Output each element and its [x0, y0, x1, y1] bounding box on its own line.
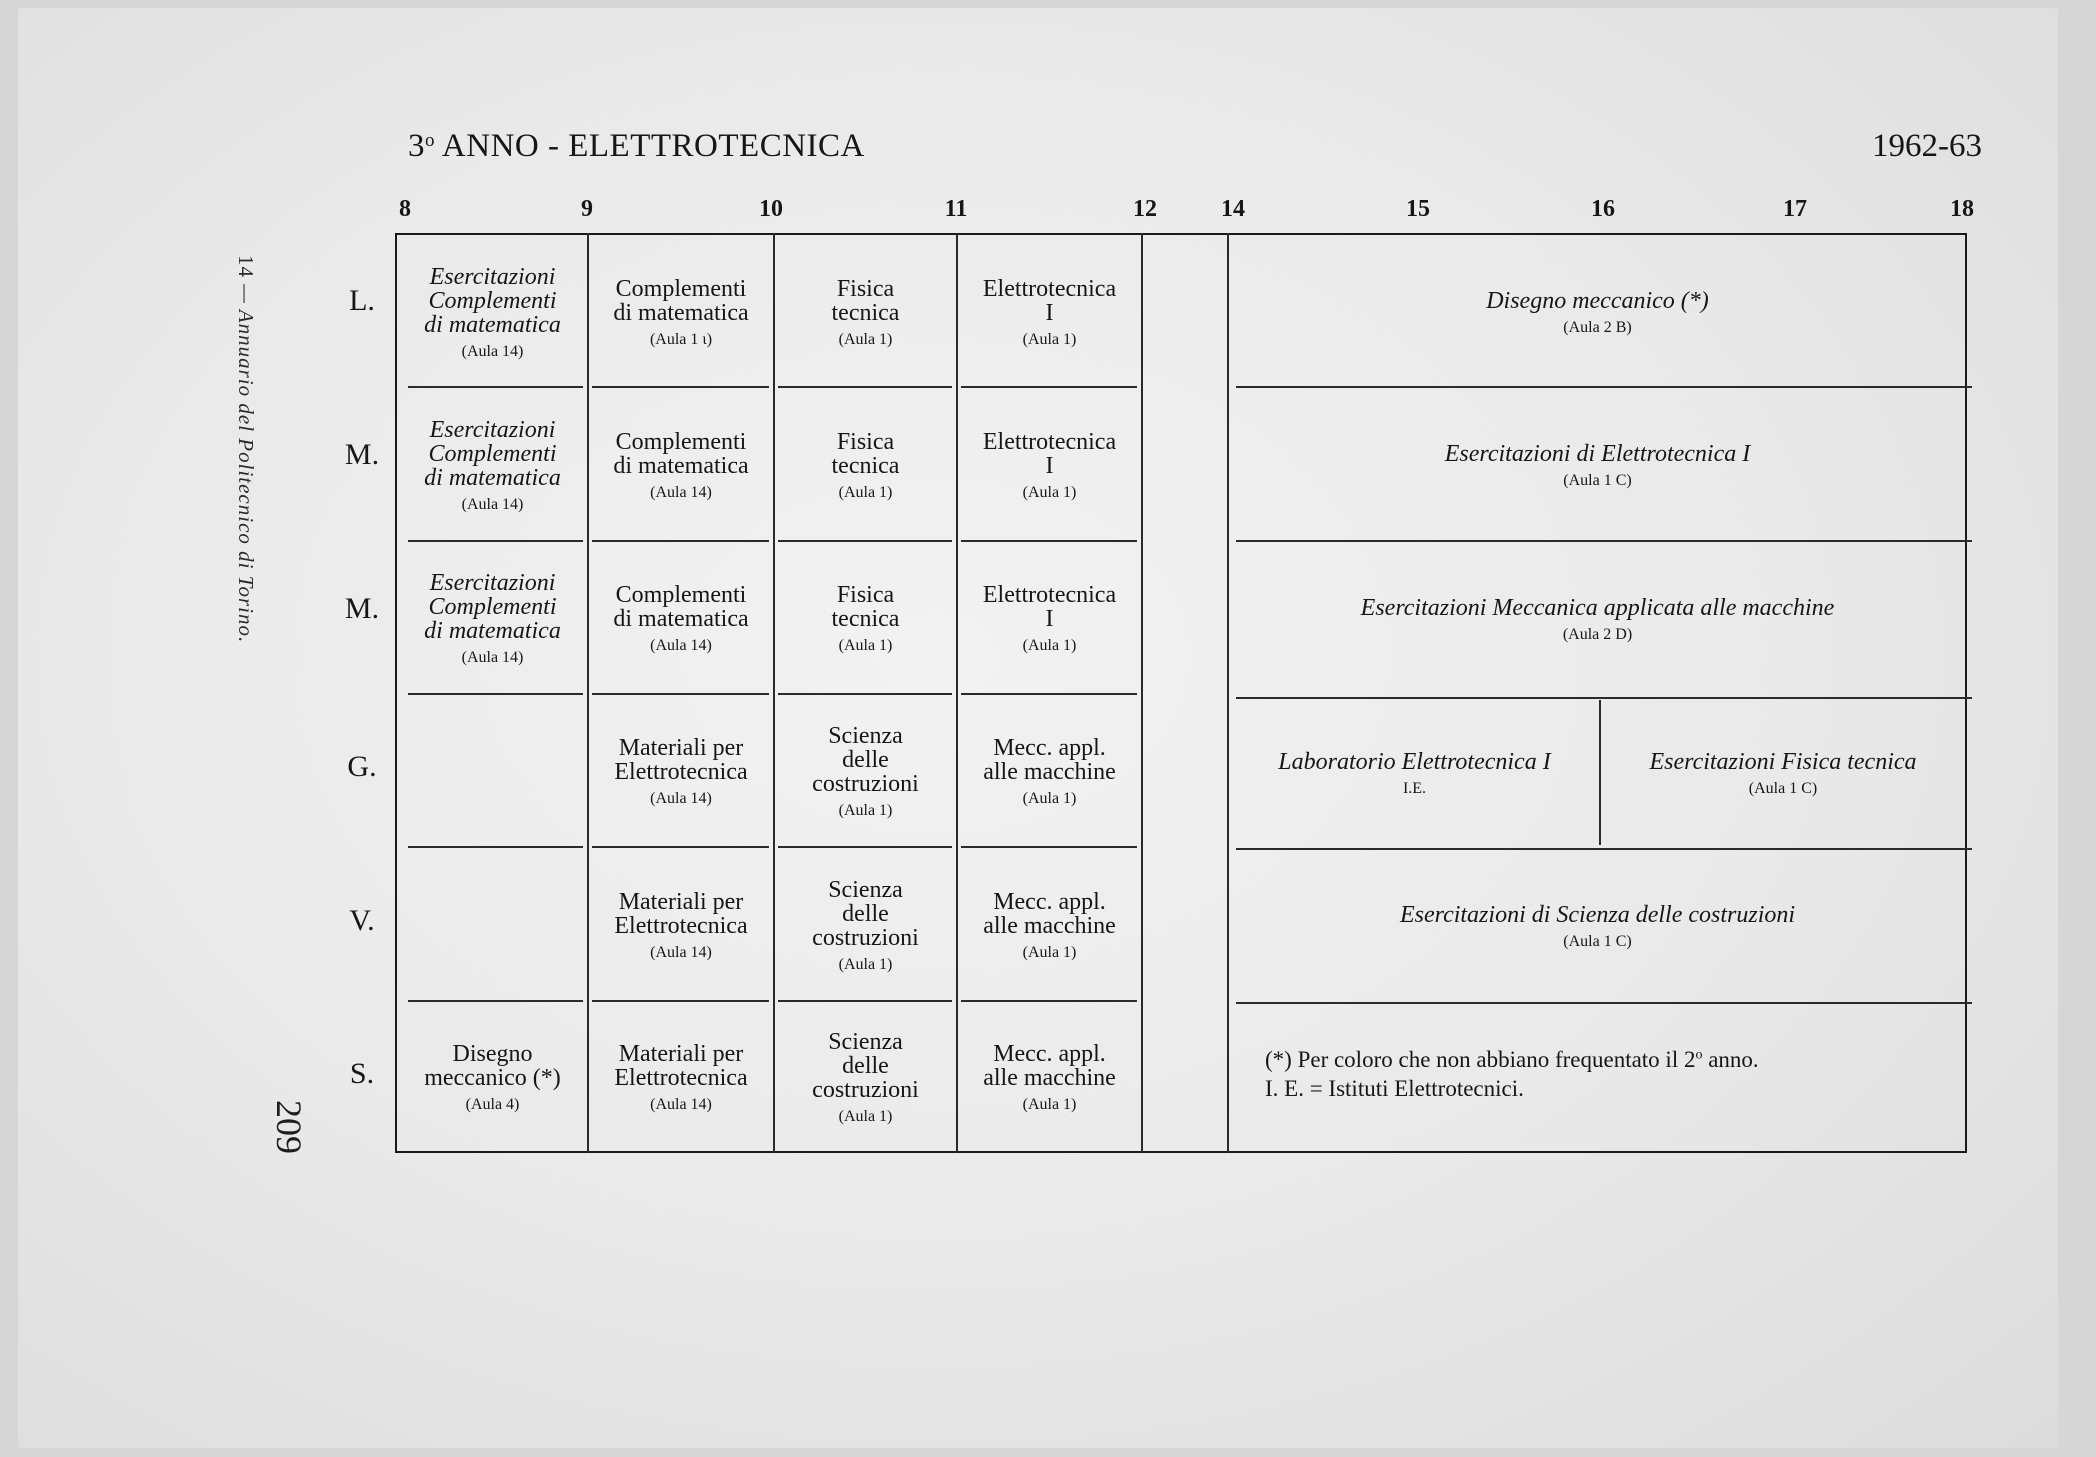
- row-divider: [1236, 1002, 1972, 1004]
- hour-label: 15: [1406, 196, 1430, 222]
- cell-mar-10: [775, 392, 956, 538]
- course-line: tecnica: [831, 605, 900, 632]
- room-label: (Aula 14): [650, 789, 712, 807]
- page-title: [408, 128, 865, 165]
- course-line: Esercitazioni: [429, 416, 556, 443]
- room-label: (Aula 1): [838, 330, 893, 348]
- room-label: (Aula 1): [838, 801, 893, 819]
- course-line: di matematica: [613, 605, 749, 632]
- course-line: Materiali per: [618, 734, 744, 761]
- cell-sab-8: [398, 1005, 587, 1149]
- footnote-sup: o: [1695, 1047, 1703, 1063]
- cell-mar-11: [958, 392, 1141, 538]
- course-line: alle macchine: [983, 758, 1116, 785]
- hour-label: 14: [1221, 196, 1245, 222]
- row-divider: [592, 540, 769, 542]
- course-line: di matematica: [424, 464, 561, 491]
- row-divider: [1236, 540, 1972, 542]
- course-line: Mecc. appl.: [993, 888, 1106, 915]
- room-label: (Aula 1): [1022, 943, 1077, 961]
- cell-ven-9: [589, 852, 773, 998]
- hour-label: 12: [1133, 196, 1157, 222]
- course-line: I: [1045, 452, 1054, 479]
- course-line: costruzioni: [812, 1076, 919, 1103]
- cell-mar-pm: [1230, 392, 1965, 538]
- course-line: Elettrotecnica: [614, 758, 748, 785]
- course-line: I: [1045, 299, 1054, 326]
- day-label: M.: [344, 592, 380, 625]
- course-line: delle: [842, 900, 889, 927]
- room-label: (Aula 2 D): [1562, 625, 1633, 643]
- course-line: Elettrotecnica: [614, 912, 748, 939]
- row-divider: [408, 386, 583, 388]
- cell-mer-8: [398, 545, 587, 691]
- row-divider: [592, 386, 769, 388]
- room-label: (Aula 1): [1022, 330, 1077, 348]
- course-line: Complementi: [428, 440, 557, 467]
- course-line: tecnica: [831, 452, 900, 479]
- cell-ven-pm: [1230, 852, 1965, 1000]
- room-label: (Aula 1 C): [1748, 779, 1818, 797]
- cell-mar-8: [398, 392, 587, 538]
- row-divider: [1236, 848, 1972, 850]
- row-divider: [961, 1000, 1137, 1002]
- course-line: alle macchine: [983, 912, 1116, 939]
- cell-gio-10: [775, 698, 956, 844]
- cell-mar-9: [589, 392, 773, 538]
- cell-lun-8: [398, 240, 587, 384]
- cell-ven-11: [958, 852, 1141, 998]
- room-label: (Aula 1): [838, 483, 893, 501]
- room-label: (Aula 1 ι): [649, 330, 713, 348]
- hour-label: 10: [759, 196, 783, 222]
- course-line: Elettrotecnica: [982, 275, 1117, 302]
- course-line: alle macchine: [983, 1064, 1116, 1091]
- cell-sab-9: [589, 1005, 773, 1149]
- course-line: Laboratorio Elettrotecnica I: [1278, 748, 1551, 775]
- course-line: Mecc. appl.: [993, 1040, 1106, 1067]
- hour-label: 11: [944, 196, 968, 222]
- academic-year: 1962-63: [1872, 128, 1982, 164]
- course-line: Elettrotecnica: [614, 1064, 748, 1091]
- row-divider: [961, 846, 1137, 848]
- course-line: Complementi: [615, 428, 747, 455]
- course-line: delle: [842, 1052, 889, 1079]
- margin-rest: — Annuario del Politecnico di Torino.: [234, 284, 258, 644]
- course-line: tecnica: [831, 299, 900, 326]
- hour-label: 16: [1591, 196, 1615, 222]
- cell-lun-10: [775, 240, 956, 384]
- course-line: di matematica: [613, 299, 749, 326]
- cell-lun-9: [589, 240, 773, 384]
- row-divider: [961, 693, 1137, 695]
- footnote-asterisk: [1265, 1046, 1759, 1075]
- room-label: (Aula 14): [650, 943, 712, 961]
- cell-lun-pm: [1230, 240, 1965, 384]
- course-line: delle: [842, 746, 889, 773]
- room-label: (Aula 14): [461, 495, 524, 513]
- room-label: (Aula 14): [650, 636, 712, 654]
- course-line: Complementi: [615, 581, 747, 608]
- room-label: (Aula 1): [1022, 636, 1077, 654]
- title-sup: o: [425, 130, 435, 151]
- day-label: L.: [349, 284, 375, 317]
- footnote-block: [1265, 1046, 1759, 1104]
- page-number: 209: [269, 1100, 309, 1154]
- row-divider: [408, 693, 583, 695]
- room-label: (Aula 4): [465, 1095, 520, 1113]
- margin-number: 14: [234, 255, 258, 278]
- room-label: (Aula 1): [1022, 789, 1077, 807]
- course-line: Fisica: [836, 581, 895, 608]
- room-label: (Aula 2 B): [1563, 318, 1632, 336]
- course-line: Esercitazioni di Elettrotecnica I: [1444, 440, 1751, 467]
- course-line: Elettrotecnica: [982, 581, 1117, 608]
- room-label: (Aula 1): [838, 1107, 893, 1125]
- cell-mer-pm: [1230, 545, 1965, 693]
- cell-sab-10: [775, 1005, 956, 1149]
- room-label: (Aula 14): [650, 483, 712, 501]
- row-divider: [592, 693, 769, 695]
- row-divider: [961, 540, 1137, 542]
- day-label: V.: [349, 904, 375, 937]
- row-divider: [408, 540, 583, 542]
- course-line: Fisica: [836, 275, 895, 302]
- course-line: Complementi: [428, 287, 557, 314]
- course-line: I: [1045, 605, 1054, 632]
- course-line: Disegno: [452, 1040, 533, 1067]
- row-divider: [778, 693, 952, 695]
- hour-label: 9: [581, 196, 593, 222]
- cell-mer-11: [958, 545, 1141, 691]
- room-label: (Aula 1 C): [1563, 932, 1632, 950]
- cell-ven-10: [775, 852, 956, 998]
- room-label: (Aula 1): [838, 636, 893, 654]
- room-label: (Aula 1): [1022, 1095, 1077, 1113]
- course-line: Scienza: [828, 722, 903, 749]
- course-line: Materiali per: [618, 1040, 744, 1067]
- room-label: (Aula 1): [1022, 483, 1077, 501]
- row-divider: [592, 1000, 769, 1002]
- cell-gio-pm-left: [1230, 700, 1599, 846]
- row-divider: [408, 1000, 583, 1002]
- footnote-ie: I. E. = Istituti Elettrotecnici.: [1265, 1075, 1524, 1101]
- day-label: G.: [347, 750, 377, 783]
- day-label: M.: [344, 438, 380, 471]
- margin-running-title: [233, 255, 258, 643]
- room-label: (Aula 14): [461, 648, 524, 666]
- row-divider: [1236, 697, 1972, 699]
- row-divider: [408, 846, 583, 848]
- row-divider: [592, 846, 769, 848]
- column-divider: [1141, 233, 1143, 1153]
- course-line: Esercitazioni: [429, 569, 556, 596]
- course-line: costruzioni: [812, 770, 919, 797]
- row-divider: [778, 386, 952, 388]
- course-line: Elettrotecnica: [982, 428, 1117, 455]
- title-prefix: 3: [408, 128, 425, 164]
- hour-label: 18: [1950, 196, 1974, 222]
- course-line: Materiali per: [618, 888, 744, 915]
- column-divider: [1227, 233, 1229, 1153]
- cell-sab-11: [958, 1005, 1141, 1149]
- course-line: meccanico (*): [424, 1064, 561, 1091]
- row-divider: [778, 846, 952, 848]
- course-line: Complementi: [615, 275, 747, 302]
- cell-gio-9: [589, 698, 773, 844]
- row-divider: [961, 386, 1137, 388]
- cell-gio-11: [958, 698, 1141, 844]
- row-divider: [1236, 386, 1972, 388]
- footnote-text: (*) Per coloro che non abbiano frequentato il 2: [1265, 1047, 1696, 1072]
- cell-mer-10: [775, 545, 956, 691]
- course-line: di matematica: [424, 617, 561, 644]
- hour-label: 8: [399, 196, 411, 222]
- title-text: ANNO - ELETTROTECNICA: [435, 128, 865, 164]
- cell-mer-9: [589, 545, 773, 691]
- course-line: Esercitazioni Meccanica applicata alle macchine: [1360, 594, 1835, 621]
- course-line: di matematica: [613, 452, 749, 479]
- cell-lun-11: [958, 240, 1141, 384]
- course-line: di matematica: [424, 311, 561, 338]
- course-line: costruzioni: [812, 924, 919, 951]
- footnote-text: anno.: [1702, 1047, 1759, 1072]
- course-line: Complementi: [428, 593, 557, 620]
- course-line: Esercitazioni di Scienza delle costruzioni: [1399, 901, 1796, 928]
- course-line: Esercitazioni Fisica tecnica: [1649, 748, 1917, 775]
- course-line: Scienza: [828, 1028, 903, 1055]
- room-label: I.E.: [1402, 779, 1427, 797]
- course-line: Mecc. appl.: [993, 734, 1106, 761]
- day-label: S.: [349, 1057, 375, 1090]
- course-line: Esercitazioni: [429, 263, 556, 290]
- cell-gio-pm-right: [1601, 700, 1965, 846]
- hour-label: 17: [1783, 196, 1807, 222]
- course-line: Fisica: [836, 428, 895, 455]
- row-divider: [778, 540, 952, 542]
- course-line: Disegno meccanico (*): [1486, 287, 1709, 314]
- course-line: Scienza: [828, 876, 903, 903]
- room-label: (Aula 1): [838, 955, 893, 973]
- room-label: (Aula 1 C): [1563, 471, 1632, 489]
- room-label: (Aula 14): [461, 342, 524, 360]
- row-divider: [778, 1000, 952, 1002]
- room-label: (Aula 14): [650, 1095, 712, 1113]
